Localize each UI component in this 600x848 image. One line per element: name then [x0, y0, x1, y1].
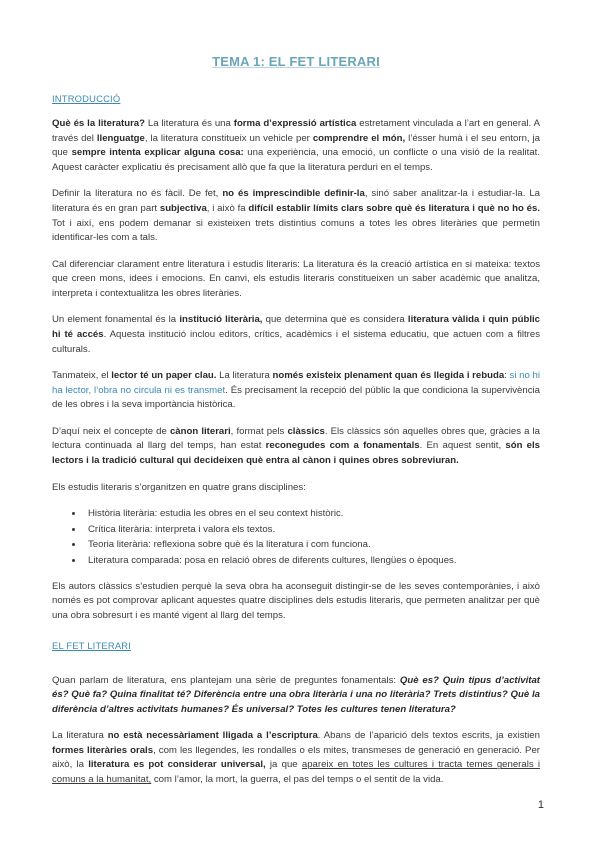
text-span: , com les llegendes, les rondalles o els mites, transmeses de generació en generació. Per això, la: [52, 744, 540, 771]
document-title: TEMA 1: EL FET LITERARI: [212, 54, 380, 69]
bold-text: lector té un paper clau.: [111, 370, 217, 382]
bold-text: reconegudes com a fonamentals: [265, 440, 420, 452]
paragraph-disciplines-intro: Els estudis literaris s’organitzen en quatre grans disciplines:: [52, 481, 306, 493]
bold-text: clàssics: [287, 425, 325, 437]
disciplines-list: [52, 507, 540, 568]
paragraph-literatura-oral: [52, 729, 540, 787]
text-span: . És precisament la recepció del públic la que condiciona la supervivència de les obres i la seva importància històrica.: [52, 384, 540, 411]
bold-text: formes literàries orals: [52, 744, 154, 756]
paragraph-lector: [52, 369, 540, 413]
paragraph-preguntes: [52, 674, 540, 718]
text-span: ja que: [265, 759, 302, 771]
bold-text: literatura es pot considerar universal,: [88, 759, 266, 771]
text-span: , i això fa: [206, 202, 249, 214]
text-span: La literatura és una: [145, 118, 234, 130]
paragraph-literatura-definicio: [52, 117, 540, 175]
text-span: , sinó saber analitzar-la i estudiar-la. La literatura és en gran part: [52, 188, 541, 214]
list-item: • Crítica literària: interpreta i valora els textos.: [84, 523, 540, 538]
text-span: Tot i així, ens podem demanar si existeixen trets distintius comuns a totes les obres literàries que permetin identificar-les com a tals.: [52, 217, 540, 244]
text-span: com l’amor, la mort, la guerra, el pas del temps o el sentit de la vida.: [151, 774, 444, 785]
paragraph-canon-literari: [52, 425, 540, 469]
bold-text: Què és la literatura?: [52, 118, 146, 130]
paragraph-estudis-literaris: Cal diferenciar clarament entre literatura i estudis literaris: La literatura és la creació artística en si mateixa: textos que creen mons, idees i emocions. En canvi, els estudis literaris constitueixen un saber acadèmic que analitza, interpreta i contextualitza les obres literàries.: [52, 258, 540, 299]
text-span: Quan parlam de literatura, ens plantejam una sèrie de preguntes fonamentals:: [52, 674, 400, 686]
bold-text: sempre intenta explicar alguna cosa:: [71, 147, 244, 159]
text-span: una experiència, una emoció, un conflicte o una visió de la realitat. Aquest caràcter explicatiu és precisament allò que fa que la literatura perduri en el temps.: [52, 147, 540, 173]
list-item: • Literatura comparada: posa en relació obres de diferents cultures, llengües o èpoques.: [84, 554, 540, 569]
bold-text: no està necessàriament lligada a l’escriptura: [107, 730, 318, 742]
page-number: 1: [537, 799, 544, 812]
section-heading-introduccio: INTRODUCCIÓ: [52, 92, 121, 104]
text-span: D’aquí neix el concepte de: [52, 425, 170, 437]
text-span: . Aquesta institució inclou editors, crítics, acadèmics i el sistema educatiu, que actuen com a filtres culturals.: [52, 328, 540, 355]
text-span: , la literatura constitueix un vehicle per: [144, 132, 313, 144]
text-span: Tanmateix, el: [52, 370, 112, 382]
text-span: , format pels: [230, 425, 288, 437]
bold-text: subjectiva: [159, 202, 207, 214]
text-span: :: [504, 370, 510, 382]
bold-text: només existeix plenament quan és llegida i rebuda: [272, 370, 505, 382]
text-span: . Abans de l’aparició dels textos escrits, ja existien: [317, 730, 540, 742]
italic-questions: Què es? Quin tipus d’activitat és? Què fa? Quina finalitat té? Diferència entre una obra literària i una no literària? Trets distintius? Què la diferència d’altres activitats humanes? És universal? Totes les cultures tenen literatura?: [52, 674, 540, 715]
text-span: Definir la literatura no és fàcil. De fet,: [52, 188, 223, 200]
bold-text: difícil establir límits clars sobre què és literatura i què no ho és.: [248, 202, 540, 214]
list-item: • Història literària: estudia les obres en el seu context històric.: [84, 507, 540, 522]
bold-text: no és imprescindible definir-la: [222, 188, 365, 200]
bold-text: són els lectors i la tradició cultural qui decideixen què entra al cànon i quines obres sobreviuran.: [52, 440, 541, 467]
list-item: • Teoria literària: reflexiona sobre què és la literatura i com funciona.: [84, 538, 540, 553]
bold-text: institució literària,: [179, 314, 263, 326]
bold-text: comprendre el món,: [312, 132, 406, 144]
bold-text: llenguatge: [96, 132, 145, 144]
paragraph-autors-classics: Els autors clàssics s’estudien perquè la seva obra ha aconseguit distingir-se de les seves contemporànies, i això només es pot comprovar aplicant aquestes quatre disciplines dels estudis literaris, que permeten analitzar per què una obra sobresurt i es manté vigent al llarg del temps.: [52, 580, 540, 621]
text-span: La literatura: [52, 730, 108, 742]
text-span: l’ésser humà i el seu entorn, ja que: [52, 132, 540, 159]
text-span: . En aquest sentit,: [419, 440, 506, 452]
text-span: que determina què es considera: [262, 314, 408, 326]
bold-text: literatura vàlida i quin públic hi té accés: [52, 314, 540, 340]
text-span: Un element fonamental és la: [52, 314, 180, 326]
paragraph-definir-literatura: [52, 187, 540, 245]
text-span: . Els clàssics són aquelles obres que, gràcies a la lectura continuada al llarg del temps, han estat: [52, 425, 541, 452]
highlighted-text: si no hi ha lector, l’obra no circula ni es transmet: [52, 370, 541, 396]
underlined-text: apareix en totes les cultures i tracta temes generals i comuns a la humanitat,: [52, 759, 540, 785]
bold-text: forma d’expressió artística: [233, 118, 357, 130]
section-heading-fet-literari: EL FET LITERARI: [52, 640, 132, 652]
bold-text: cànon literari: [169, 425, 231, 437]
text-span: La literatura: [216, 370, 273, 382]
paragraph-institucio-literaria: [52, 313, 540, 357]
text-span: estretament vinculada a l’art en general. A través del: [52, 118, 541, 144]
